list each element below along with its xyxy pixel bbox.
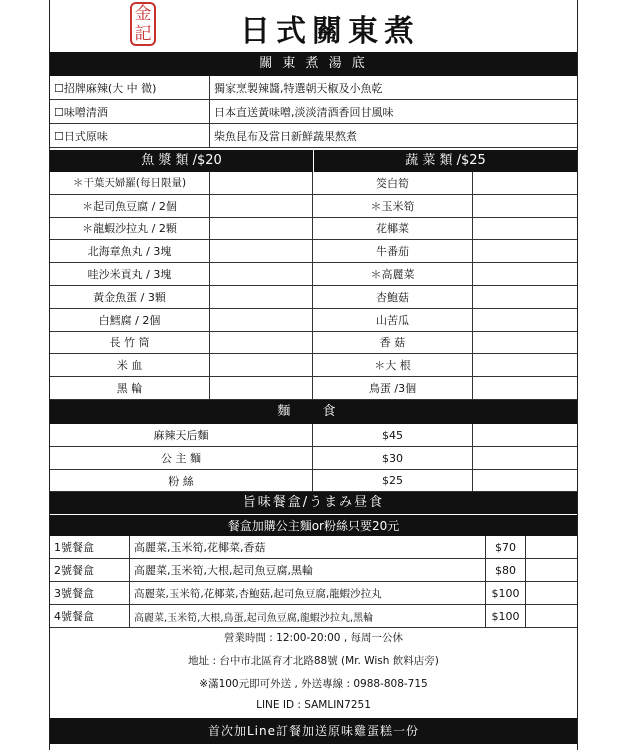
blank-cell — [473, 286, 577, 308]
blank-cell — [526, 559, 577, 581]
blank-cell — [473, 470, 577, 491]
blank-cell — [210, 195, 313, 217]
fish-category-heading: 魚 漿 類 /$20 — [50, 150, 314, 172]
item-row — [50, 286, 577, 309]
broth-row — [50, 100, 577, 124]
broth-name: ☐日式原味 — [50, 124, 210, 147]
veg-item: ＊高麗菜 — [313, 263, 473, 285]
set-row — [50, 559, 577, 582]
set-items: 高麗菜,玉米筍,大根,起司魚豆腐,黑輪 — [130, 559, 486, 581]
fish-item: 黑 輪 — [50, 377, 210, 399]
fish-item: 黃金魚蛋 / 3顆 — [50, 286, 210, 308]
broth-name: ☐招牌麻辣(大 中 微) — [50, 76, 210, 99]
set-name: 4號餐盒 — [50, 605, 130, 627]
set-row — [50, 582, 577, 605]
menu-title: 日式關東煮 — [240, 14, 420, 49]
set-price: $100 — [486, 582, 526, 604]
set-price: $100 — [486, 605, 526, 627]
noodle-price: $45 — [313, 424, 473, 446]
noodle-row — [50, 424, 577, 447]
blank-cell — [473, 377, 577, 399]
veg-item: 筊白筍 — [313, 172, 473, 194]
promo-band: 首次加Line訂餐加送原味雞蛋糕一份 — [50, 718, 577, 744]
broth-row — [50, 76, 577, 100]
fish-item: 哇沙米貢丸 / 3塊 — [50, 263, 210, 285]
blank-cell — [210, 240, 313, 262]
blank-cell — [526, 536, 577, 558]
menu-page — [49, 0, 578, 750]
item-row — [50, 195, 577, 218]
blank-cell — [473, 309, 577, 331]
item-row — [50, 218, 577, 241]
delivery-info: ※滿100元即可外送 , 外送專線 : 0988-808-715 — [199, 678, 428, 690]
blank-cell — [473, 218, 577, 240]
veg-item: 山苦瓜 — [313, 309, 473, 331]
noodle-price: $30 — [313, 447, 473, 469]
blank-cell — [473, 172, 577, 194]
blank-cell — [473, 332, 577, 354]
fish-item: ＊起司魚豆腐 / 2個 — [50, 195, 210, 217]
noodle-price: $25 — [313, 470, 473, 491]
blank-cell — [210, 309, 313, 331]
blank-cell — [210, 354, 313, 376]
fish-item: 長 竹 筒 — [50, 332, 210, 354]
veg-item: ＊玉米筍 — [313, 195, 473, 217]
fish-item: 米 血 — [50, 354, 210, 376]
noodle-name: 公 主 麵 — [50, 447, 313, 469]
broth-name: ☐味噌清酒 — [50, 100, 210, 123]
set-price: $80 — [486, 559, 526, 581]
set-row — [50, 605, 577, 628]
item-row — [50, 354, 577, 377]
blank-cell — [473, 447, 577, 469]
broth-row — [50, 124, 577, 148]
veg-item: 牛番茄 — [313, 240, 473, 262]
menu-header — [50, 0, 577, 52]
veg-item: 鳥蛋 /3個 — [313, 377, 473, 399]
blank-cell — [473, 195, 577, 217]
blank-cell — [473, 424, 577, 446]
broth-desc: 獨家烹製辣醬,特選朝天椒及小魚乾 — [214, 81, 383, 95]
blank-cell — [210, 218, 313, 240]
veg-item: 杏鮑菇 — [313, 286, 473, 308]
fish-item: ＊龍蝦沙拉丸 / 2顆 — [50, 218, 210, 240]
line-id: LINE ID : SAMLIN7251 — [256, 699, 371, 711]
business-hours: 營業時間 : 12:00-20:00 , 每周一公休 — [223, 632, 404, 644]
blank-cell — [473, 354, 577, 376]
noodle-name: 麻辣天后麵 — [50, 424, 313, 446]
blank-cell — [210, 286, 313, 308]
item-row — [50, 309, 577, 332]
item-row — [50, 240, 577, 263]
item-row — [50, 377, 577, 400]
item-row — [50, 263, 577, 286]
items-band — [50, 150, 577, 172]
set-items: 高麗菜,玉米筍,大根,鳥蛋,起司魚豆腐,龍蝦沙拉丸,黑輪 — [130, 605, 486, 627]
noodle-name: 粉 絲 — [50, 470, 313, 491]
blank-cell — [473, 263, 577, 285]
set-name: 1號餐盒 — [50, 536, 130, 558]
veg-item: 花椰菜 — [313, 218, 473, 240]
broth-desc: 柴魚昆布及當日新鮮蔬果熬煮 — [214, 129, 357, 143]
veg-item: ＊大 根 — [313, 354, 473, 376]
veg-category-heading: 蔬 菜 類 /$25 — [405, 153, 486, 168]
blank-cell — [210, 172, 313, 194]
shop-seal-logo — [130, 2, 156, 46]
blank-cell — [210, 332, 313, 354]
set-items: 高麗菜,玉米筍,花椰菜,杏鮑菇,起司魚豆腐,龍蝦沙拉丸 — [130, 582, 486, 604]
noodle-band: 麵 食 — [50, 400, 577, 424]
blank-cell — [473, 240, 577, 262]
noodle-row — [50, 447, 577, 470]
set-band: 旨味餐盒/うまみ昼食 — [50, 492, 577, 514]
blank-cell — [526, 582, 577, 604]
veg-item: 香 菇 — [313, 332, 473, 354]
noodle-row — [50, 470, 577, 492]
set-price: $70 — [486, 536, 526, 558]
fish-item: 白鱈腐 / 2個 — [50, 309, 210, 331]
blank-cell — [210, 377, 313, 399]
seal-char-2: 記 — [134, 24, 152, 44]
broth-desc: 日本直送黃味噌,淡淡清酒香回甘風味 — [214, 105, 394, 119]
set-name: 2號餐盒 — [50, 559, 130, 581]
blank-cell — [526, 605, 577, 627]
seal-char-1: 金 — [134, 4, 152, 24]
address: 地址 : 台中市北區育才北路88號 (Mr. Wish 飲料店旁) — [188, 655, 439, 667]
fish-item: ＊干葉天婦羅(每日限量) — [50, 172, 210, 194]
item-row — [50, 172, 577, 195]
broth-band: 關 東 煮 湯 底 — [50, 52, 577, 76]
fish-item: 北海章魚丸 / 3塊 — [50, 240, 210, 262]
set-sub-band: 餐盒加購公主麵or粉絲只要20元 — [50, 514, 577, 536]
blank-cell — [210, 263, 313, 285]
set-name: 3號餐盒 — [50, 582, 130, 604]
set-row — [50, 536, 577, 559]
set-items: 高麗菜,玉米筍,花椰菜,香菇 — [130, 536, 486, 558]
item-row — [50, 332, 577, 355]
